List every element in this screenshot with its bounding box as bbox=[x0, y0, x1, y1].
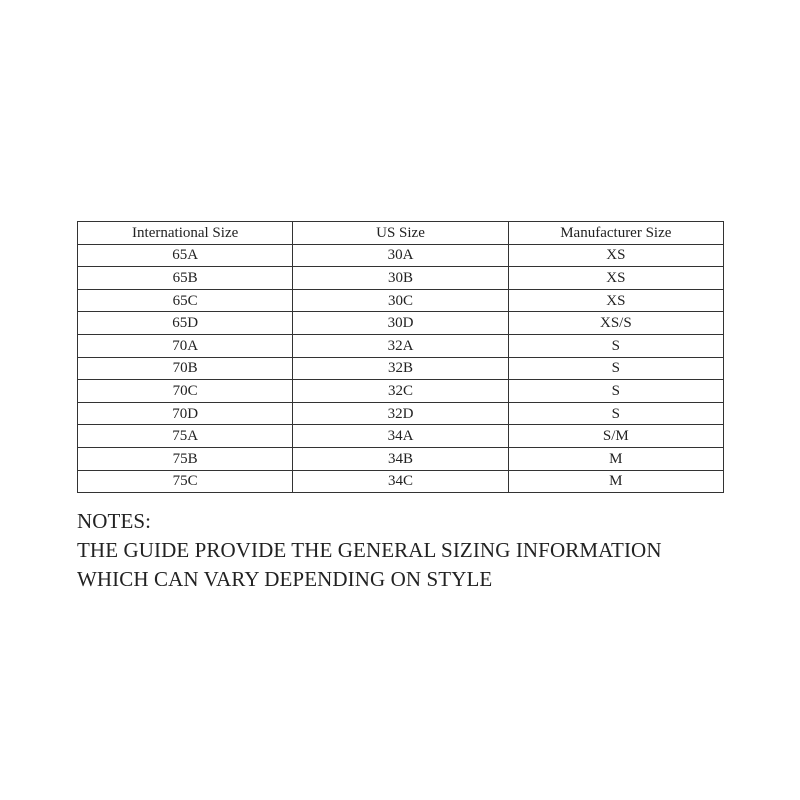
international-size-cell: 65B bbox=[78, 267, 293, 290]
table-row bbox=[78, 470, 724, 493]
us-size-cell: 34C bbox=[293, 470, 508, 493]
international-size-cell: 65A bbox=[78, 244, 293, 267]
us-size-cell: 30C bbox=[293, 289, 508, 312]
us-size-cell: 30D bbox=[293, 312, 508, 335]
notes-section bbox=[77, 507, 777, 594]
manufacturer-size-cell: XS bbox=[508, 289, 723, 312]
international-size-cell: 70D bbox=[78, 402, 293, 425]
table-row bbox=[78, 244, 724, 267]
international-size-cell: 75C bbox=[78, 470, 293, 493]
notes-line-1: THE GUIDE PROVIDE THE GENERAL SIZING INFORMATION bbox=[77, 538, 662, 562]
us-size-cell: 32C bbox=[293, 380, 508, 403]
size-chart-table bbox=[77, 221, 724, 493]
manufacturer-size-cell: S bbox=[508, 334, 723, 357]
table-row bbox=[78, 380, 724, 403]
table-row bbox=[78, 267, 724, 290]
international-size-cell: 70B bbox=[78, 357, 293, 380]
us-size-cell: 32A bbox=[293, 334, 508, 357]
table-row bbox=[78, 425, 724, 448]
international-size-cell: 65C bbox=[78, 289, 293, 312]
us-size-cell: 32D bbox=[293, 402, 508, 425]
manufacturer-size-cell: XS/S bbox=[508, 312, 723, 335]
us-size-cell: 34A bbox=[293, 425, 508, 448]
international-size-cell: 70A bbox=[78, 334, 293, 357]
table-row bbox=[78, 312, 724, 335]
us-size-cell: 34B bbox=[293, 447, 508, 470]
manufacturer-size-cell: S/M bbox=[508, 425, 723, 448]
manufacturer-size-cell: M bbox=[508, 447, 723, 470]
manufacturer-size-cell: S bbox=[508, 402, 723, 425]
manufacturer-size-cell: XS bbox=[508, 267, 723, 290]
column-header-us-size: US Size bbox=[293, 222, 508, 245]
notes-line-2: WHICH CAN VARY DEPENDING ON STYLE bbox=[77, 567, 493, 591]
us-size-cell: 30A bbox=[293, 244, 508, 267]
column-header-international-size: International Size bbox=[78, 222, 293, 245]
table-row bbox=[78, 402, 724, 425]
international-size-cell: 75B bbox=[78, 447, 293, 470]
table-header-row bbox=[78, 222, 724, 245]
manufacturer-size-cell: XS bbox=[508, 244, 723, 267]
table-row bbox=[78, 447, 724, 470]
notes-heading: NOTES: bbox=[77, 509, 152, 533]
manufacturer-size-cell: M bbox=[508, 470, 723, 493]
table-body bbox=[78, 244, 724, 493]
manufacturer-size-cell: S bbox=[508, 357, 723, 380]
table-row bbox=[78, 334, 724, 357]
us-size-cell: 30B bbox=[293, 267, 508, 290]
international-size-cell: 65D bbox=[78, 312, 293, 335]
international-size-cell: 70C bbox=[78, 380, 293, 403]
table-row bbox=[78, 357, 724, 380]
international-size-cell: 75A bbox=[78, 425, 293, 448]
manufacturer-size-cell: S bbox=[508, 380, 723, 403]
column-header-manufacturer-size: Manufacturer Size bbox=[508, 222, 723, 245]
table-row bbox=[78, 289, 724, 312]
us-size-cell: 32B bbox=[293, 357, 508, 380]
